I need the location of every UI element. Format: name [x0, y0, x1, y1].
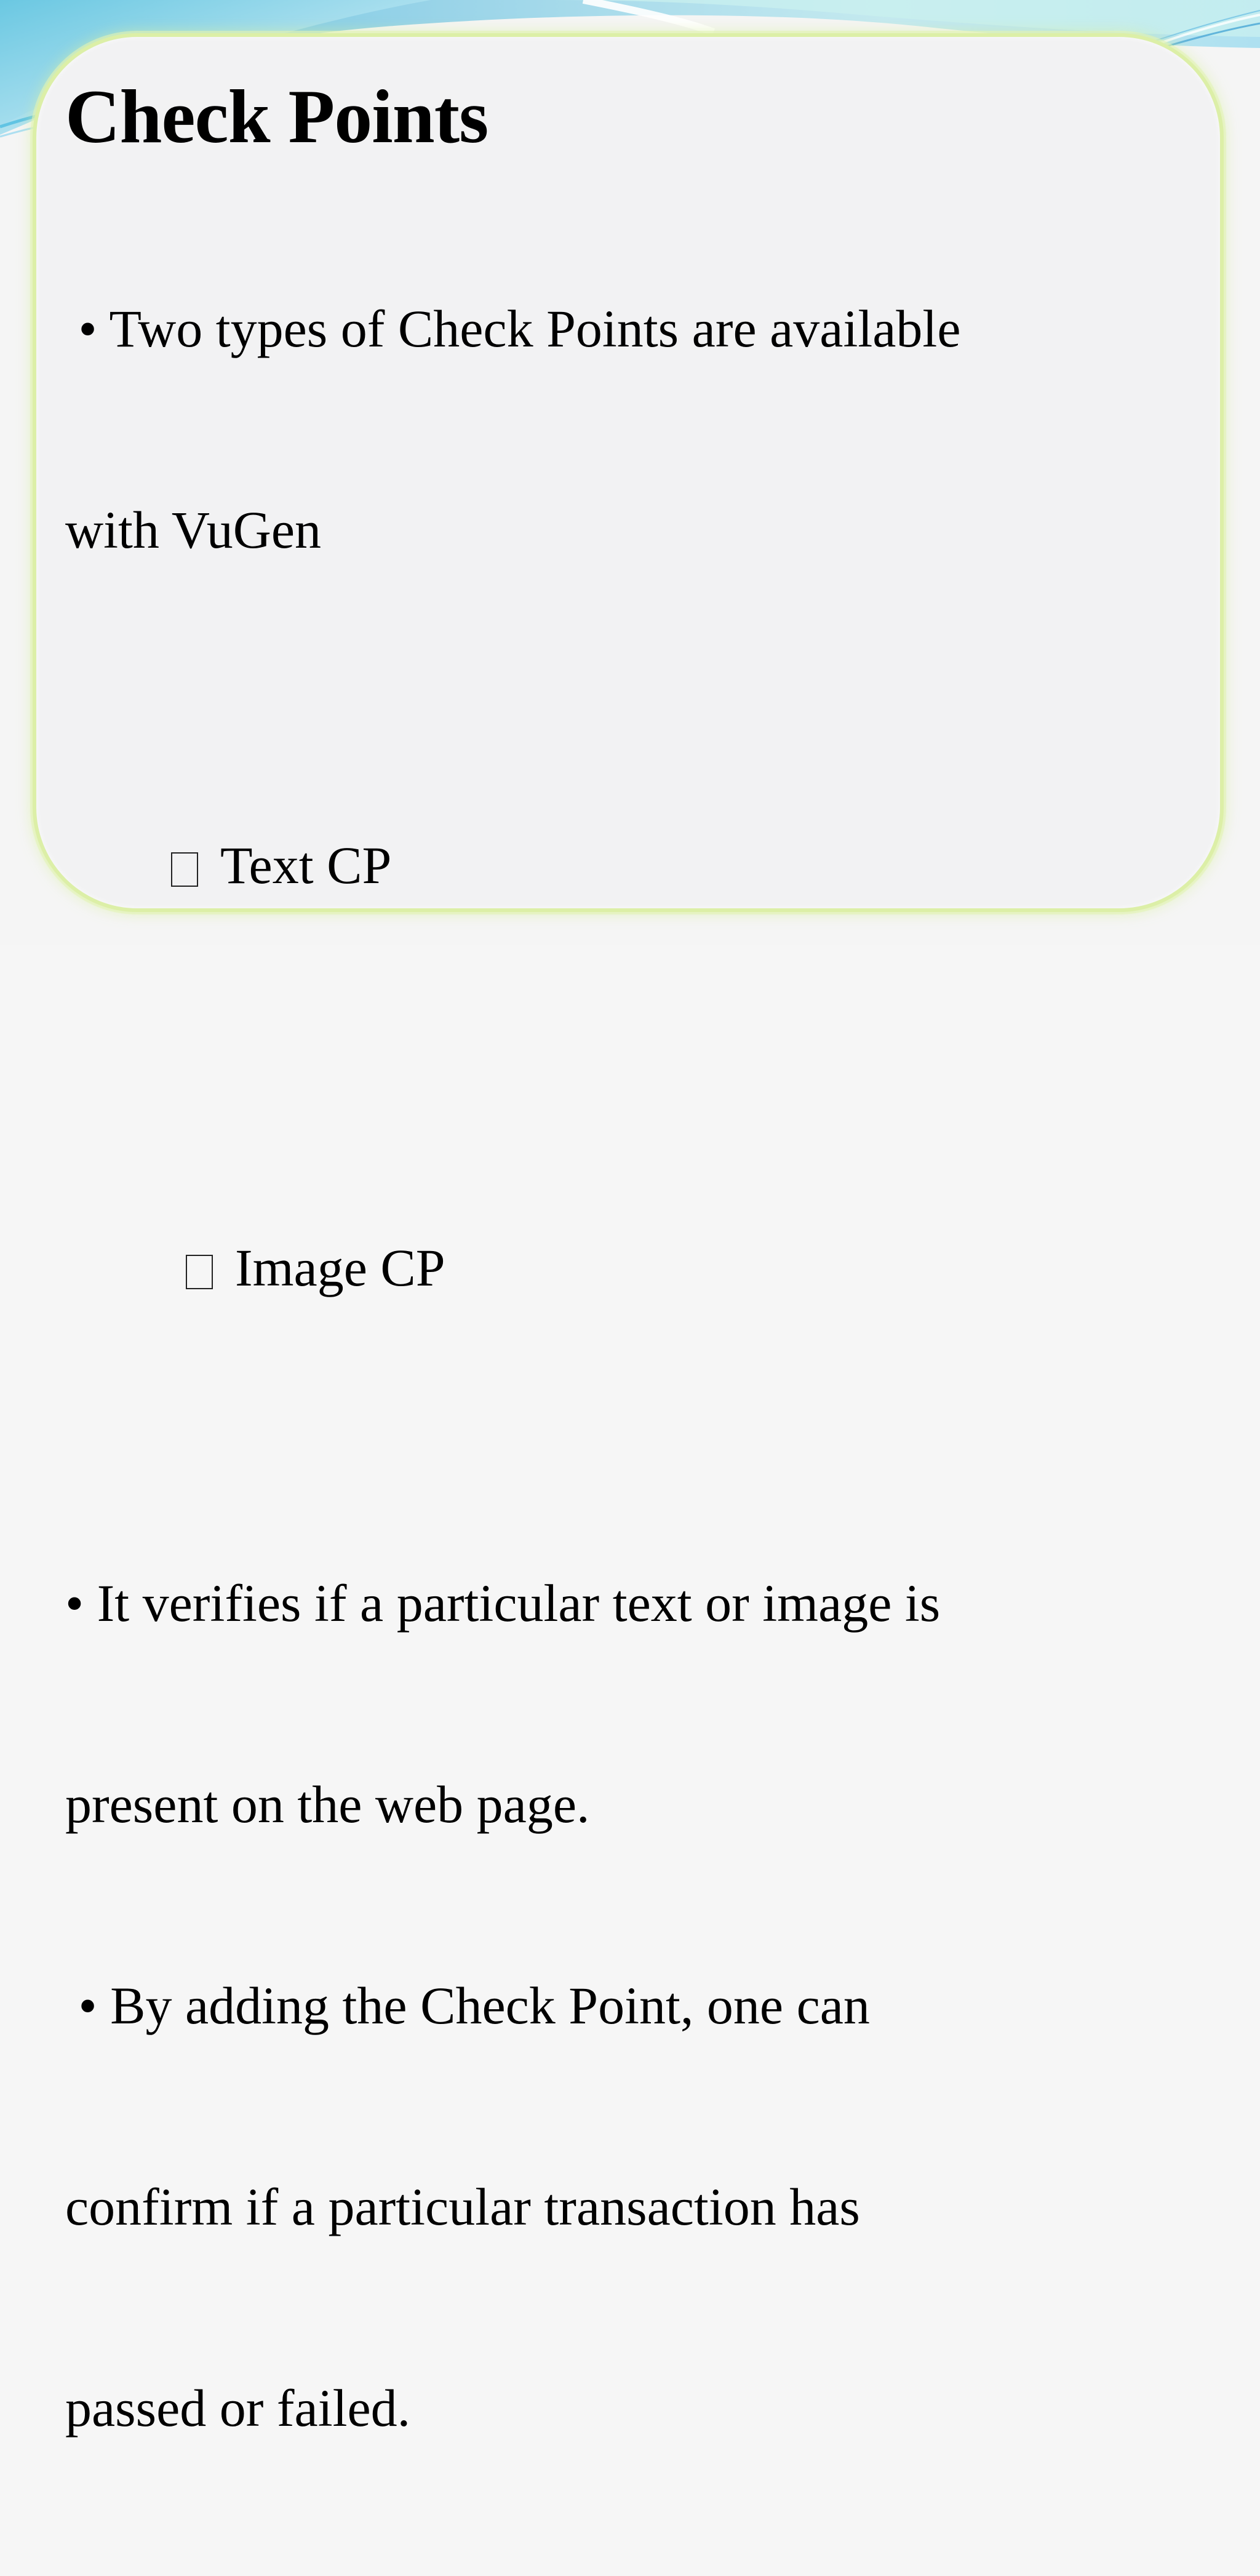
slide-content: [65, 74, 1050, 2576]
sub-bullet-text-cp: [65, 765, 1050, 966]
bullet-line-2-continuation: present on the web page.: [65, 1775, 590, 1834]
sub-bullet-text-cp-label: Text CP: [220, 836, 392, 895]
slide-title: Check Points: [65, 74, 488, 159]
slide-body: [65, 161, 1050, 2576]
bullet-line-3-continuation-1: confirm if a particular transaction has: [65, 2177, 860, 2236]
sub-bullet-image-cp-label: Image CP: [235, 1238, 445, 1297]
empty-square-icon: [171, 852, 198, 887]
bullet-line-2: • It verifies if a particular text or image is: [65, 1574, 941, 1633]
sub-bullet-image-cp: [65, 1167, 1050, 1369]
empty-square-icon: [186, 1255, 213, 1289]
bullet-line-3-continuation-2: passed or failed.: [65, 2378, 411, 2438]
bullet-line-3: • By adding the Check Point, one can: [65, 1976, 870, 2035]
bullet-line-1-continuation: with VuGen: [65, 500, 322, 559]
bullet-line-1: • Two types of Check Points are available: [65, 299, 961, 358]
